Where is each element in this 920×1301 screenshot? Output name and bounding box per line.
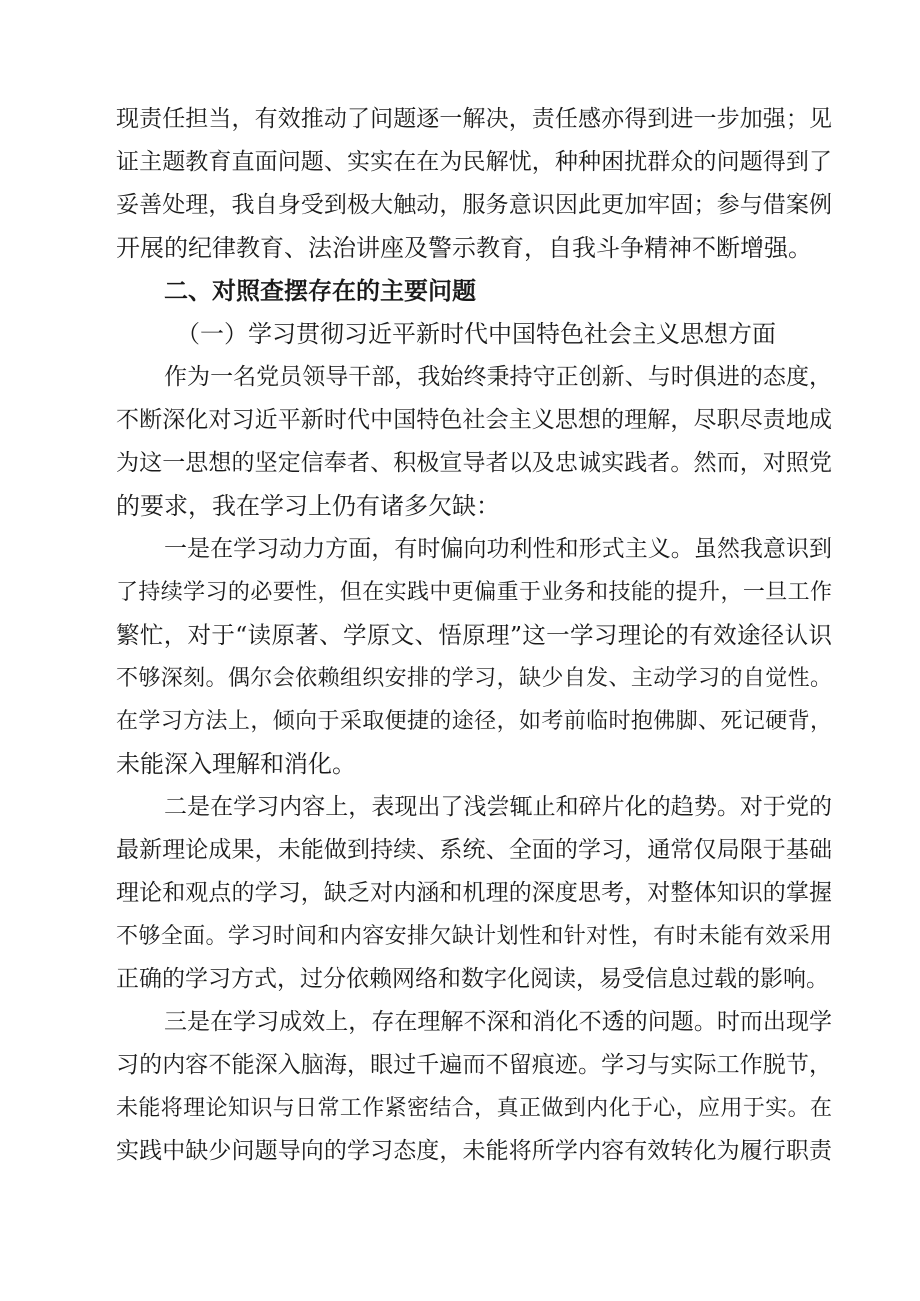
body-line: 不够深刻。偶尔会依赖组织安排的学习，缺少自发、主动学习的自觉性。	[116, 666, 832, 691]
body-line: 妥善处理，我自身受到极大触动，服务意识因此更加牢固；参与借案例	[116, 192, 832, 218]
body-line: 在学习方法上，倾向于采取便捷的途径，如考前临时抱佛脚、死记硬背，	[116, 709, 832, 734]
body-line: 不够全面。学习时间和内容安排欠缺计划性和针对性，有时未能有效采用	[116, 924, 832, 949]
body-line: 为这一思想的坚定信奉者、积极宣导者以及忠诚实践者。然而，对照党	[116, 450, 832, 476]
body-line: 二是在学习内容上，表现出了浅尝辄止和碎片化的趋势。对于党的	[164, 794, 832, 820]
body-line: 最新理论成果，未能做到持续、系统、全面的学习，通常仅局限于基础	[116, 837, 832, 863]
body-line: 习的内容不能深入脑海，眼过千遍而不留痕迹。学习与实际工作脱节，	[116, 1052, 832, 1078]
subsection-heading: （一）学习贯彻习近平新时代中国特色社会主义思想方面	[176, 320, 776, 348]
body-line: 不断深化对习近平新时代中国特色社会主义思想的理解，尽职尽责地成	[116, 407, 832, 433]
body-line: 理论和观点的学习，缺乏对内涵和机理的深度思考，对整体知识的掌握	[116, 880, 832, 906]
body-line: 三是在学习成效上，存在理解不深和消化不透的问题。时而出现学	[164, 1009, 832, 1035]
body-line: 实践中缺少问题导向的学习态度，未能将所学内容有效转化为履行职责	[116, 1138, 832, 1164]
body-line: 繁忙，对于“读原著、学原文、悟原理”这一学习理论的有效途径认识	[116, 621, 832, 649]
body-line: 未能深入理解和消化。	[116, 750, 356, 778]
body-line: 一是在学习动力方面，有时偏向功利性和形式主义。虽然我意识到	[164, 536, 832, 562]
body-line: 了持续学习的必要性，但在实践中更偏重于业务和技能的提升，一旦工作	[116, 580, 832, 605]
body-line: 证主题教育直面问题、实实在在为民解忧，种种困扰群众的问题得到了	[116, 149, 832, 175]
body-line: 现责任担当，有效推动了问题逐一解决，责任感亦得到进一步加强；见	[116, 106, 832, 132]
body-line: 作为一名党员领导干部，我始终秉持守正创新、与时俱进的态度，	[164, 364, 832, 390]
body-line: 未能将理论知识与日常工作紧密结合，真正做到内化于心，应用于实。在	[116, 1096, 832, 1121]
document-body	[116, 98, 832, 1173]
section-heading: 二、对照查摆存在的主要问题	[164, 277, 476, 305]
body-line: 正确的学习方式，过分依赖网络和数字化阅读，易受信息过载的影响。	[116, 966, 829, 992]
body-line: 开展的纪律教育、法治讲座及警示教育，自我斗争精神不断增强。	[116, 234, 812, 262]
body-line: 的要求，我在学习上仍有诸多欠缺：	[116, 492, 500, 520]
